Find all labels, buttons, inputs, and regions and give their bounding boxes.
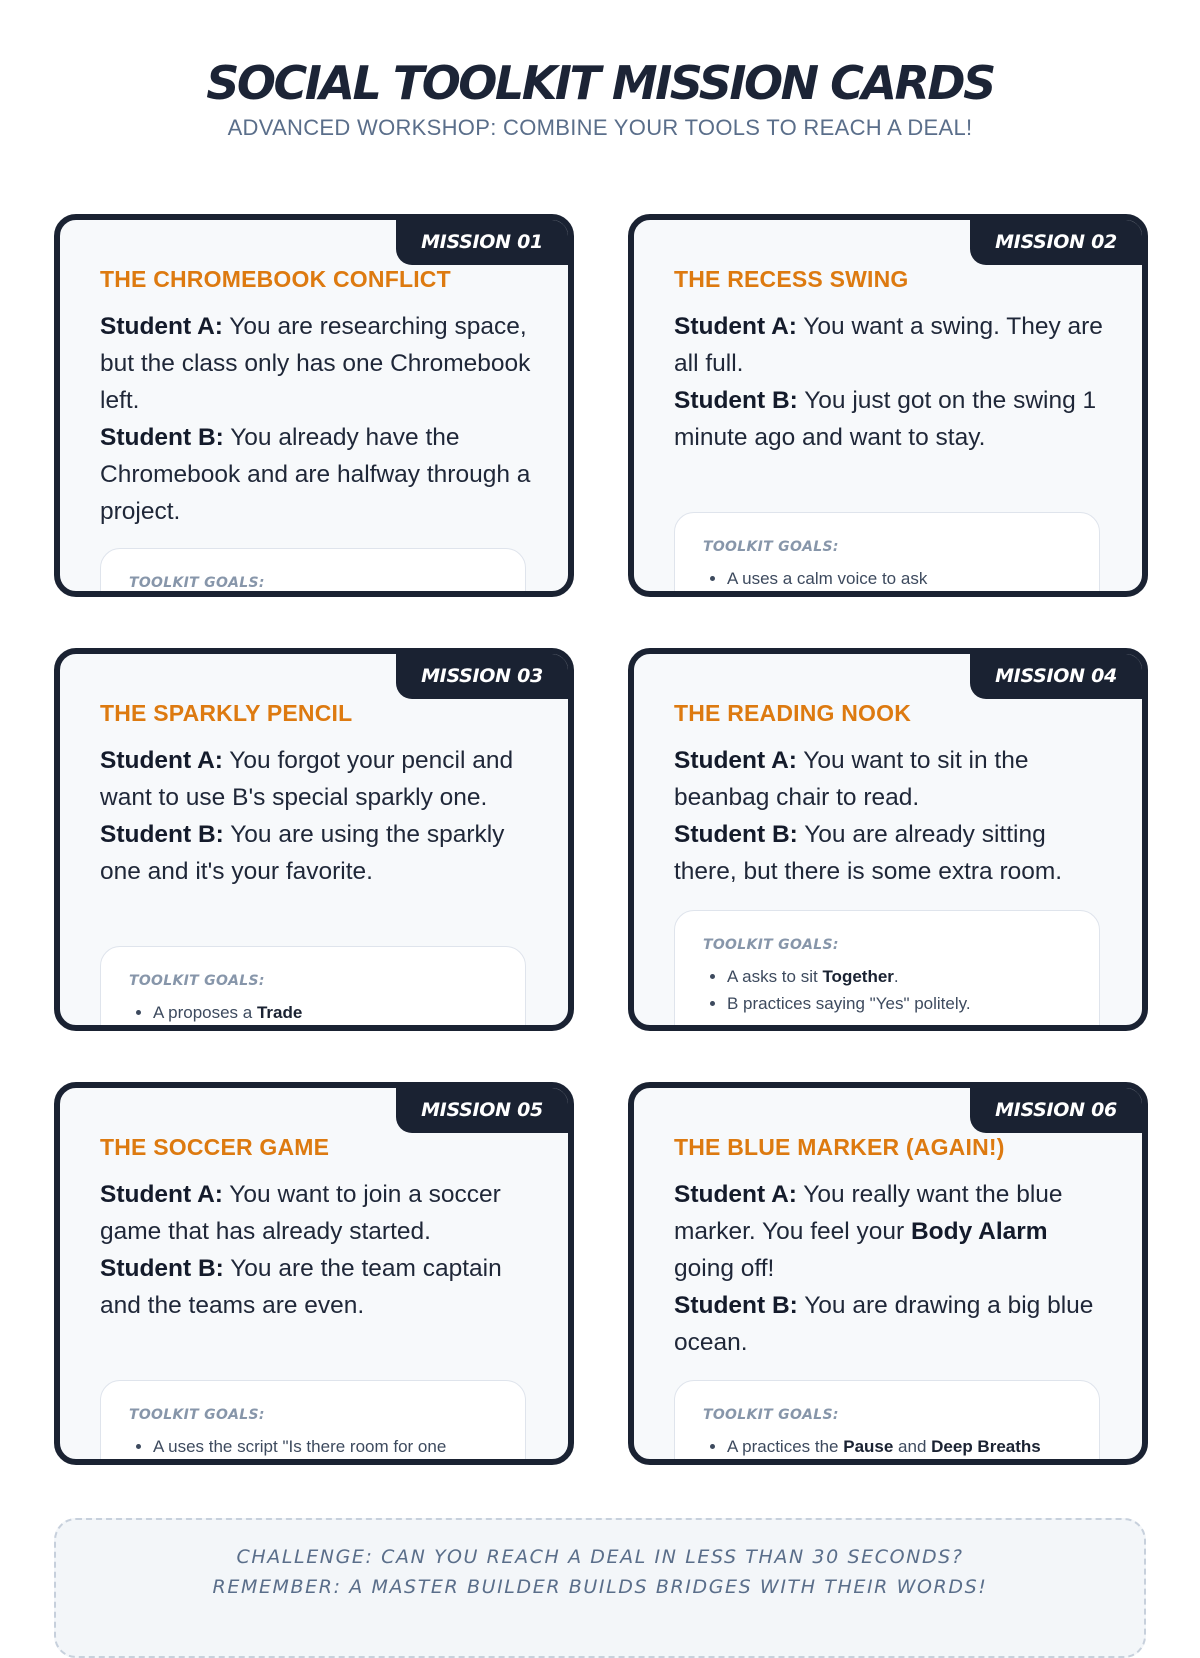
student-b-text: You are the team captain and the teams are even. bbox=[100, 1255, 502, 1319]
student-b-label: Student B: bbox=[100, 424, 224, 451]
student-a-line bbox=[674, 308, 1110, 382]
mission-title: THE READING NOOK bbox=[674, 700, 912, 726]
mission-tag: MISSION 05 bbox=[396, 1088, 568, 1133]
mission-card-01 bbox=[54, 214, 574, 597]
toolkit-goals-list bbox=[703, 565, 1071, 592]
mission-scenario bbox=[100, 742, 536, 890]
student-a-line bbox=[674, 742, 1110, 816]
student-a-text: You want to sit in the beanbag chair to read. bbox=[674, 747, 1029, 811]
student-b-label: Student B: bbox=[100, 821, 224, 848]
student-b-label: Student B: bbox=[674, 387, 798, 414]
goal-keyword: Together bbox=[822, 967, 894, 986]
mission-scenario bbox=[674, 1176, 1110, 1361]
student-a-text: You forgot your pencil and want to use B's special sparkly one. bbox=[100, 747, 514, 811]
toolkit-goals-box bbox=[674, 512, 1100, 597]
student-b-text: You are drawing a big blue ocean. bbox=[674, 1292, 1094, 1356]
student-b-label: Student B: bbox=[674, 821, 798, 848]
mission-card-05 bbox=[54, 1082, 574, 1465]
toolkit-goals-label: TOOLKIT GOALS: bbox=[703, 539, 839, 555]
goal-text: A practices the bbox=[727, 1437, 844, 1456]
goal-keyword: Trade bbox=[256, 1003, 303, 1022]
mission-tag: MISSION 02 bbox=[970, 220, 1142, 265]
student-a-label: Student A: bbox=[674, 313, 797, 340]
toolkit-goals-label: TOOLKIT GOALS: bbox=[129, 1407, 265, 1423]
goal-item: • B practices saying "Yes" politely. bbox=[727, 990, 1071, 1017]
goal-item bbox=[153, 999, 497, 1026]
student-b-text: You are using the sparkly one and it's your favorite. bbox=[100, 821, 505, 885]
toolkit-goals-box bbox=[674, 1380, 1100, 1465]
student-a-text: You really want the blue marker. You feel your bbox=[674, 1181, 1063, 1245]
student-b-label: Student B: bbox=[100, 1255, 224, 1282]
student-b-line bbox=[100, 1250, 536, 1324]
student-a-label: Student A: bbox=[674, 1181, 797, 1208]
student-a-text: You are researching space, but the class only has one Chromebook left. bbox=[100, 313, 531, 414]
reminder-line: REMEMBER: A MASTER BUILDER BUILDS BRIDGES WITH THEIR WORDS! bbox=[212, 1576, 988, 1598]
student-a-text: You want a swing. They are all full. bbox=[674, 313, 1103, 377]
student-a-line bbox=[674, 1176, 1110, 1287]
mission-card-04 bbox=[628, 648, 1148, 1031]
goal-text: A proposes a bbox=[153, 1003, 257, 1022]
mission-scenario bbox=[100, 308, 536, 530]
page-header bbox=[0, 55, 1200, 141]
student-a-label: Student A: bbox=[100, 313, 223, 340]
student-a-label: Student A: bbox=[674, 747, 797, 774]
goal-item bbox=[727, 963, 1071, 990]
mission-title: THE BLUE MARKER (AGAIN!) bbox=[674, 1134, 1005, 1160]
page-title: SOCIAL TOOLKIT MISSION CARDS bbox=[206, 56, 994, 110]
student-b-line bbox=[674, 816, 1110, 890]
toolkit-goals-list bbox=[129, 999, 497, 1026]
goal-text: and bbox=[893, 1437, 932, 1456]
mission-title: THE SPARKLY PENCIL bbox=[100, 700, 353, 726]
student-a-keyword: Body Alarm bbox=[910, 1218, 1048, 1245]
mission-tag: MISSION 01 bbox=[396, 220, 568, 265]
student-b-label: Student B: bbox=[674, 1292, 798, 1319]
student-b-line bbox=[100, 419, 536, 530]
mission-scenario bbox=[100, 1176, 536, 1324]
student-a-line bbox=[100, 308, 536, 419]
mission-title: THE RECESS SWING bbox=[674, 266, 909, 292]
student-a-label: Student A: bbox=[100, 1181, 223, 1208]
mission-card-02 bbox=[628, 214, 1148, 597]
student-b-text: You are already sitting there, but there is some extra room. bbox=[674, 821, 1063, 885]
challenge-line: CHALLENGE: CAN YOU REACH A DEAL IN LESS THAN 30 SECONDS? bbox=[236, 1546, 964, 1568]
student-b-line bbox=[674, 382, 1110, 456]
student-b-line bbox=[674, 1287, 1110, 1361]
mission-title: THE SOCCER GAME bbox=[100, 1134, 330, 1160]
mission-title: THE CHROMEBOOK CONFLICT bbox=[100, 266, 451, 292]
toolkit-goals-list bbox=[703, 963, 1071, 1017]
toolkit-goals-list bbox=[129, 1433, 497, 1460]
mission-scenario bbox=[674, 308, 1110, 456]
goal-keyword: Deep Breaths bbox=[931, 1437, 1041, 1456]
mission-scenario bbox=[674, 742, 1110, 890]
student-b-text: You already have the Chromebook and are halfway through a project. bbox=[100, 424, 531, 525]
mission-card-06 bbox=[628, 1082, 1148, 1465]
student-a-label: Student A: bbox=[100, 747, 223, 774]
student-b-line bbox=[100, 816, 536, 890]
mission-tag: MISSION 06 bbox=[970, 1088, 1142, 1133]
student-a-line bbox=[100, 1176, 536, 1250]
student-a-text: going off! bbox=[674, 1255, 775, 1282]
toolkit-goals-label: TOOLKIT GOALS: bbox=[129, 575, 265, 591]
goal-keyword: Pause bbox=[843, 1437, 894, 1456]
mission-tag: MISSION 03 bbox=[396, 654, 568, 699]
toolkit-goals-box bbox=[100, 946, 526, 1031]
student-b-text: You just got on the swing 1 minute ago and want to stay. bbox=[674, 387, 1097, 451]
toolkit-goals-label: TOOLKIT GOALS: bbox=[703, 937, 839, 953]
toolkit-goals-box bbox=[674, 910, 1100, 1031]
goal-item bbox=[727, 1433, 1071, 1460]
goal-item: • A uses a calm voice to ask bbox=[727, 565, 1071, 592]
toolkit-goals-box bbox=[100, 548, 526, 597]
student-a-line bbox=[100, 742, 536, 816]
toolkit-goals-box bbox=[100, 1380, 526, 1465]
challenge-banner bbox=[54, 1518, 1146, 1658]
page-subtitle: ADVANCED WORKSHOP: COMBINE YOUR TOOLS TO REACH A DEAL! bbox=[227, 115, 973, 140]
mission-card-03 bbox=[54, 648, 574, 1031]
toolkit-goals-list bbox=[703, 1433, 1071, 1460]
toolkit-goals-label: TOOLKIT GOALS: bbox=[129, 973, 265, 989]
student-a-text: You want to join a soccer game that has already started. bbox=[100, 1181, 501, 1245]
goal-text: A asks to sit bbox=[727, 967, 823, 986]
goal-item: • A uses the script "Is there room for one bbox=[153, 1433, 497, 1460]
goal-text: . bbox=[893, 967, 899, 986]
toolkit-goals-label: TOOLKIT GOALS: bbox=[703, 1407, 839, 1423]
mission-tag: MISSION 04 bbox=[970, 654, 1142, 699]
